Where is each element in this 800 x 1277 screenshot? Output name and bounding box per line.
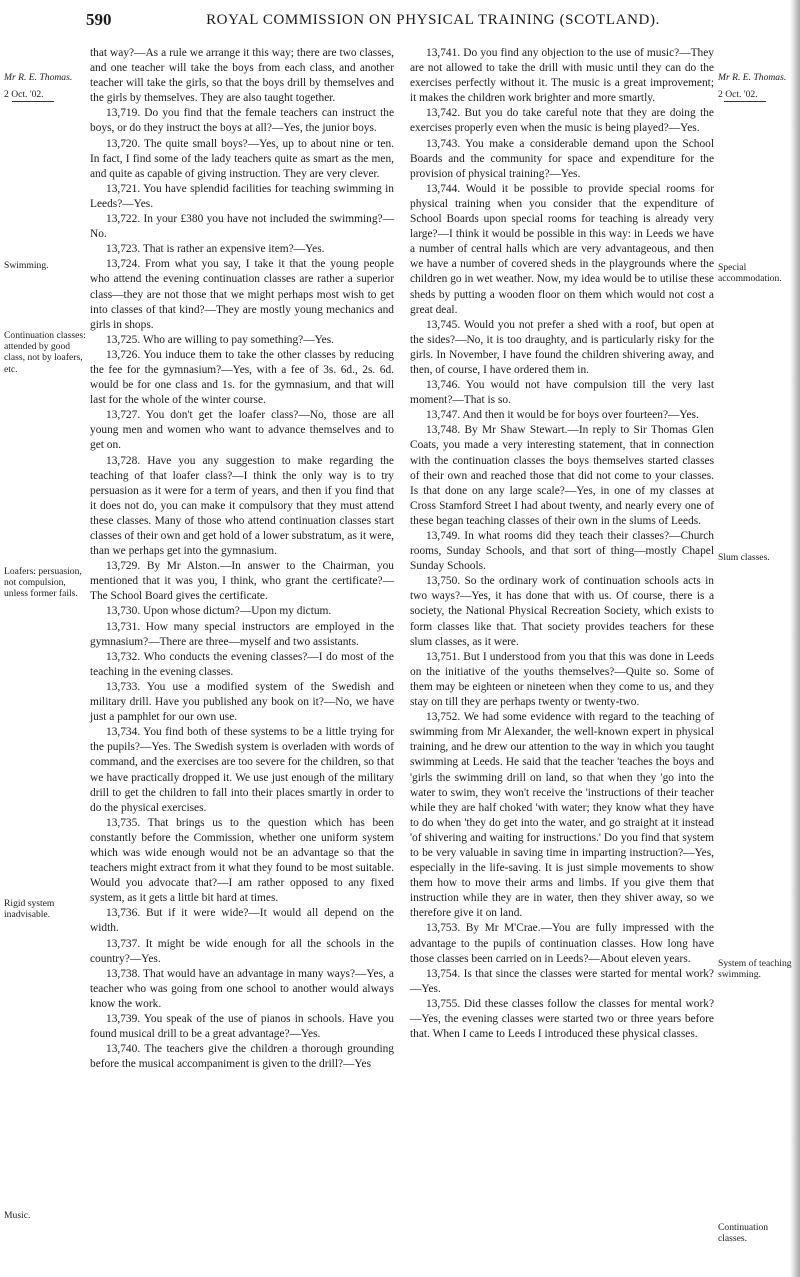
paragraph: 13,746. You would not have compulsion till the very last moment?—That is so. [410, 379, 714, 407]
paragraph: 13,754. Is that since the classes were started for mental work?—Yes. [410, 967, 714, 995]
paragraph: 13,734. You find both of these systems to be a little trying for the pupils?—Yes. The Swedish system is overladen with words of command, and the exercises are too severe for the children, so that we have practically dropped it. We use just enough of the military drill to get the children to fall into their places smartly in order to do the physical exercises. [90, 726, 394, 814]
paragraph: 13,744. Would it be possible to provide special rooms for physical training when you consider that the expenditure of School Boards upon special rooms for teaching is already very large?—I think it would be possible in this way: in Leeds we have a number of central halls which are very advantageous, and then we have a number of covered sheds in the playgrounds where the children go in wet weather. Now, my idea would be to utilise these sheds by putting a wooden floor on them which would not cost a great deal. [410, 182, 714, 316]
paragraph: 13,736. But if it were wide?—It would all depend on the width. [90, 907, 394, 935]
margin-note-special-accommodation: Special accommodation. [718, 262, 782, 285]
running-title: ROYAL COMMISSION ON PHYSICAL TRAINING (SCOTLAND). [206, 12, 660, 28]
paragraph: 13,738. That would have an advantage in many ways?—Yes, a teacher who was going from one school to another would always know the work. [90, 967, 394, 1010]
paragraph: 13,735. That brings us to the question which has been constantly before the Commission, whether one uniform system which was wide enough would not be an advantage so that the teachers might extract from it what they found to be most suitable. Would you advocate that?—I am rather opposed to any fixed system, as it gets a little bit hard at times. [90, 816, 394, 905]
paragraph: 13,749. In what rooms did they teach their classes?—Church rooms, Sunday Schools, and that sort of thing—mostly Chapel Sunday Schools. [410, 530, 714, 573]
page-number: 590 [86, 10, 112, 29]
paragraph: 13,725. Who are willing to pay something?—Yes. [106, 333, 335, 346]
page-header [86, 10, 780, 34]
paragraph: 13,721. You have splendid facilities for teaching swimming in Leeds?—Yes. [90, 182, 394, 210]
margin-note-continuation-right: Continuation classes. [718, 1222, 769, 1245]
margin-note-rigid-system: Rigid system inadvisable. [4, 898, 55, 921]
paragraph: 13,728. Have you any suggestion to make regarding the teaching of that loafer class?—I think the only way is to try persuasion as it were for a term of years, and then if you find that it does not do, you can make it compulsory that they must attend these classes. Many of those who attend continuation classes start classes of their own and get hold of a lower substratum, as it were, than we perhaps get into the gymnasium. [90, 454, 394, 558]
paragraph: that way?—As a rule we arrange it this way; there are two classes, and one teacher will take the boys from each class, and another teacher will take the girls, so that the boys drill by themselves and the girls by themselves. They are also taught together. [90, 47, 394, 105]
margin-note-swimming-system: System of teaching swimming. [718, 958, 792, 981]
paragraph: 13,747. And then it would be for boys over fourteen?—Yes. [426, 409, 699, 422]
margin-note-loafers: Loafers: persuasion, not compulsion, unless former fails. [4, 566, 82, 600]
paragraph: 13,751. But I understood from you that this was done in Leeds on the initiative of the youths themselves?—Quite so. Some of them may be eighteen or nineteen when they come to us, and they stay on till they are perhaps twenty or twenty-two. [410, 650, 714, 709]
margin-note-swimming: Swimming. [4, 260, 49, 271]
paragraph: 13,727. You don't get the loafer class?—No, those are all young men and women who want to advance themselves and to get on. [90, 409, 394, 452]
paragraph: 13,739. You speak of the use of pianos in schools. Have you found musical drill to be a great advantage?—Yes. [90, 1013, 394, 1041]
paragraph: 13,737. It might be wide enough for all the schools in the country?—Yes. [90, 937, 394, 965]
right-text-column [410, 46, 714, 1042]
paragraph: 13,755. Did these classes follow the classes for mental work?—Yes, the evening classes were started two or three years before that. When I came to Leeds I introduced these physical classes. [410, 997, 714, 1041]
hearing-date: 2 Oct. '02. [4, 89, 44, 101]
paragraph: 13,733. You use a modified system of the Swedish and military drill. Have you published any book on it?—No, we have just a pamphlet for our own use. [90, 680, 394, 724]
paragraph: 13,723. That is rather an expensive item?—Yes. [106, 243, 325, 256]
margin-note-witness [4, 72, 72, 102]
paragraph: 13,741. Do you find any objection to the use of music?—They are not allowed to take the drill with music until they can do the exercises perfectly without it. The music is a great improvement; it makes the children work brighter and more smartly. [410, 47, 714, 105]
paragraph: 13,731. How many special instructors are employed in the gymnasium?—There are three—myself and two assistants. [90, 620, 394, 648]
paragraph: 13,726. You induce them to take the other classes by reducing the fee for the gymnasium?—Yes, with a fee of 3s. 6d., 2s. 6d. would be for one class and 1s. for the gymnasium, and that will last for the whole of the winter course. [90, 348, 394, 407]
paragraph: 13,720. The quite small boys?—Yes, up to about nine or ten. In fact, I find some of the lady teachers quite as smart as the men, and quite as capable of giving instruction. They are very clever. [90, 137, 394, 180]
paragraph: 13,748. By Mr Shaw Stewart.—In reply to Sir Thomas Glen Coats, you made a very interesting statement, that in connection with the continuation classes the boys themselves started classes of their own and reached those that did not come to your classes. Is that done on any large scale?—Yes, in one of my classes at Cross Stamford Street I had about twenty, and nearly every one of these began teaching classes of their own in the slums of Leeds. [410, 424, 714, 527]
margin-note-music: Music. [4, 1210, 31, 1221]
paragraph: 13,722. In your £380 you have not included the swimming?—No. [90, 213, 394, 241]
paragraph: 13,753. By Mr M'Crae.—You are fully impressed with the advantage to the pupils of continuation classes. How long have those classes been carried on in Leeds?—About eleven years. [410, 922, 714, 965]
paragraph: 13,724. From what you say, I take it that the young people who attend the evening continuation classes are rather a superior class—they are not those that we might perhaps most wish to get into classes of that kind?—They are mostly young mechanics and girls in shops. [90, 258, 394, 331]
hearing-date-right: 2 Oct. '02. [718, 89, 758, 101]
paragraph: 13,719. Do you find that the female teachers can instruct the boys, or do they instruct the boys at all?—Yes, the junior boys. [90, 107, 394, 135]
margin-note-witness-right [718, 72, 786, 102]
paragraph: 13,730. Upon whose dictum?—Upon my dictum. [106, 605, 332, 618]
paragraph: 13,743. You make a considerable demand upon the School Boards and the community for space and expenditure for the provision of physical training?—Yes. [410, 137, 714, 180]
witness-name-right: Mr R. E. Thomas. [718, 72, 787, 83]
witness-name: Mr R. E. Thomas. [4, 72, 73, 83]
paragraph: 13,740. The teachers give the children a thorough grounding before the musical accompaniment is given to the drill?—Yes [90, 1043, 394, 1071]
paragraph: 13,729. By Mr Alston.—In answer to the Chairman, you mentioned that it was you, I think, who grant the certificate?—The School Board gives the certificate. [90, 560, 394, 603]
paragraph: 13,750. So the ordinary work of continuation schools acts in two ways?—Yes, it has done that with us. Of course, there is a society, the National Physical Recreation Society, which exists to form classes like that. That society provides teachers for these slum classes, as it were. [410, 575, 714, 648]
date-rule-right [724, 101, 766, 102]
left-text-column [90, 46, 394, 1072]
page-edge-shadow [790, 0, 800, 1277]
paragraph: 13,745. Would you not prefer a shed with a roof, but open at the sides?—No, it is too draughty, and is particularly risky for the girls. In November, I have found the children shivering away, and then, of course, I have ordered them in. [410, 318, 714, 376]
margin-note-continuation: Continuation classes: attended by good class, not by loafers, etc. [4, 330, 86, 375]
paragraph: 13,752. We had some evidence with regard to the teaching of swimming from Mr Alexander, the well-known expert in physical training, and he drew our attention to the way in which you taught swimming at Leeds. He said that the teacher 'teaches the boys and 'girls the swimming drill on land, so that when they 'go into the water to swim, they won't receive the 'instructions of their teacher while they are half choked 'with water; they know what they have to do when 'they do get into the water, and go straight at it instead 'of shivering and waiting for instructions.' Do you find that system to be very valuable in saving time in imparting instruction?—Yes, especially in the life-saving. It is just simple movements to show them how to move their arms and limbs. If you give them that instruction while they are in water, then they shiver away, so we therefore give it on land. [410, 711, 714, 920]
margin-note-slum-classes: Slum classes. [718, 552, 770, 563]
paragraph: 13,732. Who conducts the evening classes?—I do most of the teaching in the evening classes. [90, 650, 394, 678]
paragraph: 13,742. But you do take careful note that they are doing the exercises properly even when the music is being played?—Yes. [410, 107, 714, 135]
date-rule [12, 101, 54, 102]
